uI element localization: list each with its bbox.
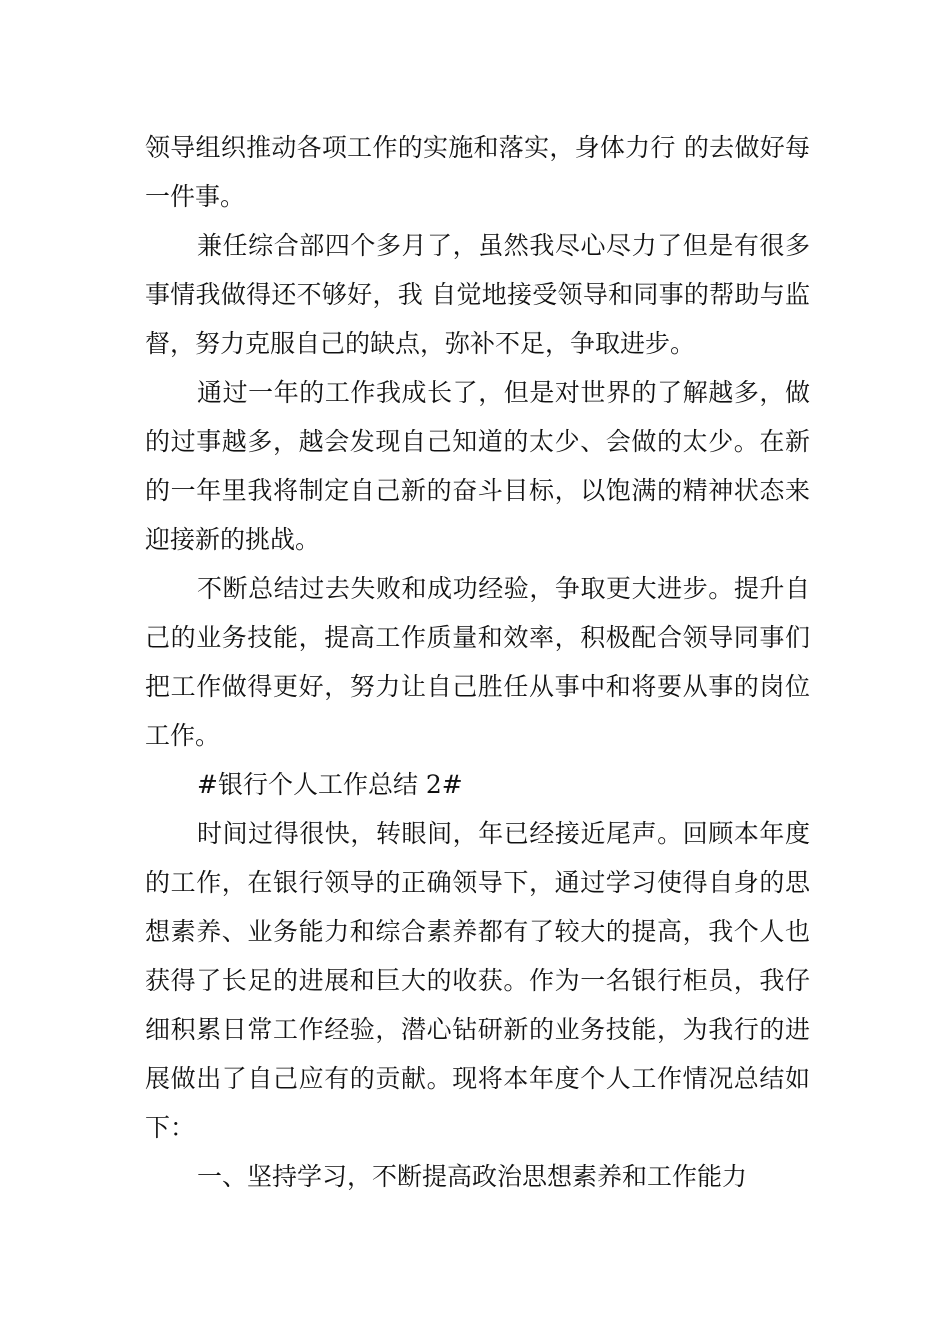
- section-heading-2: #银行个人工作总结 2#: [197, 770, 463, 799]
- subheading-1: 一、坚持学习，不断提高政治思想素养和工作能力: [197, 1162, 748, 1191]
- paragraph-4: 不断总结过去失败和成功经验，争取更大进步。提升自己的业务技能，提高工作质量和效率，积极配合领导同事们把工作做得更好，努力让自己胜任从事中和将要从事的岗位工作。: [145, 574, 810, 750]
- paragraph-5: 时间过得很快，转眼间，年已经接近尾声。回顾本年度的工作，在银行领导的正确领导下，通过学习使得自身的思想素养、业务能力和综合素养都有了较大的提高，我个人也获得了长足的进展和巨大的收获。作为一名银行柜员，我仔细积累日常工作经验，潜心钻研新的业务技能，为我行的进展做出了自己应有的贡献。现将本年度个人工作情况总结如下：: [145, 819, 810, 1142]
- paragraph-3: 通过一年的工作我成长了，但是对世界的了解越多，做的过事越多，越会发现自己知道的太少、会做的太少。在新的一年里我将制定自己新的奋斗目标，以饱满的精神状态来迎接新的挑战。: [145, 378, 810, 554]
- paragraph-2: 兼任综合部四个多月了，虽然我尽心尽力了但是有很多事情我做得还不够好，我 自觉地接受领导和同事的帮助与监督，努力克服自己的缺点，弥补不足，争取进步。: [145, 231, 810, 358]
- document-body: [145, 123, 810, 1201]
- paragraph-1: 领导组织推动各项工作的实施和落实，身体力行 的去做好每一件事。: [145, 133, 810, 211]
